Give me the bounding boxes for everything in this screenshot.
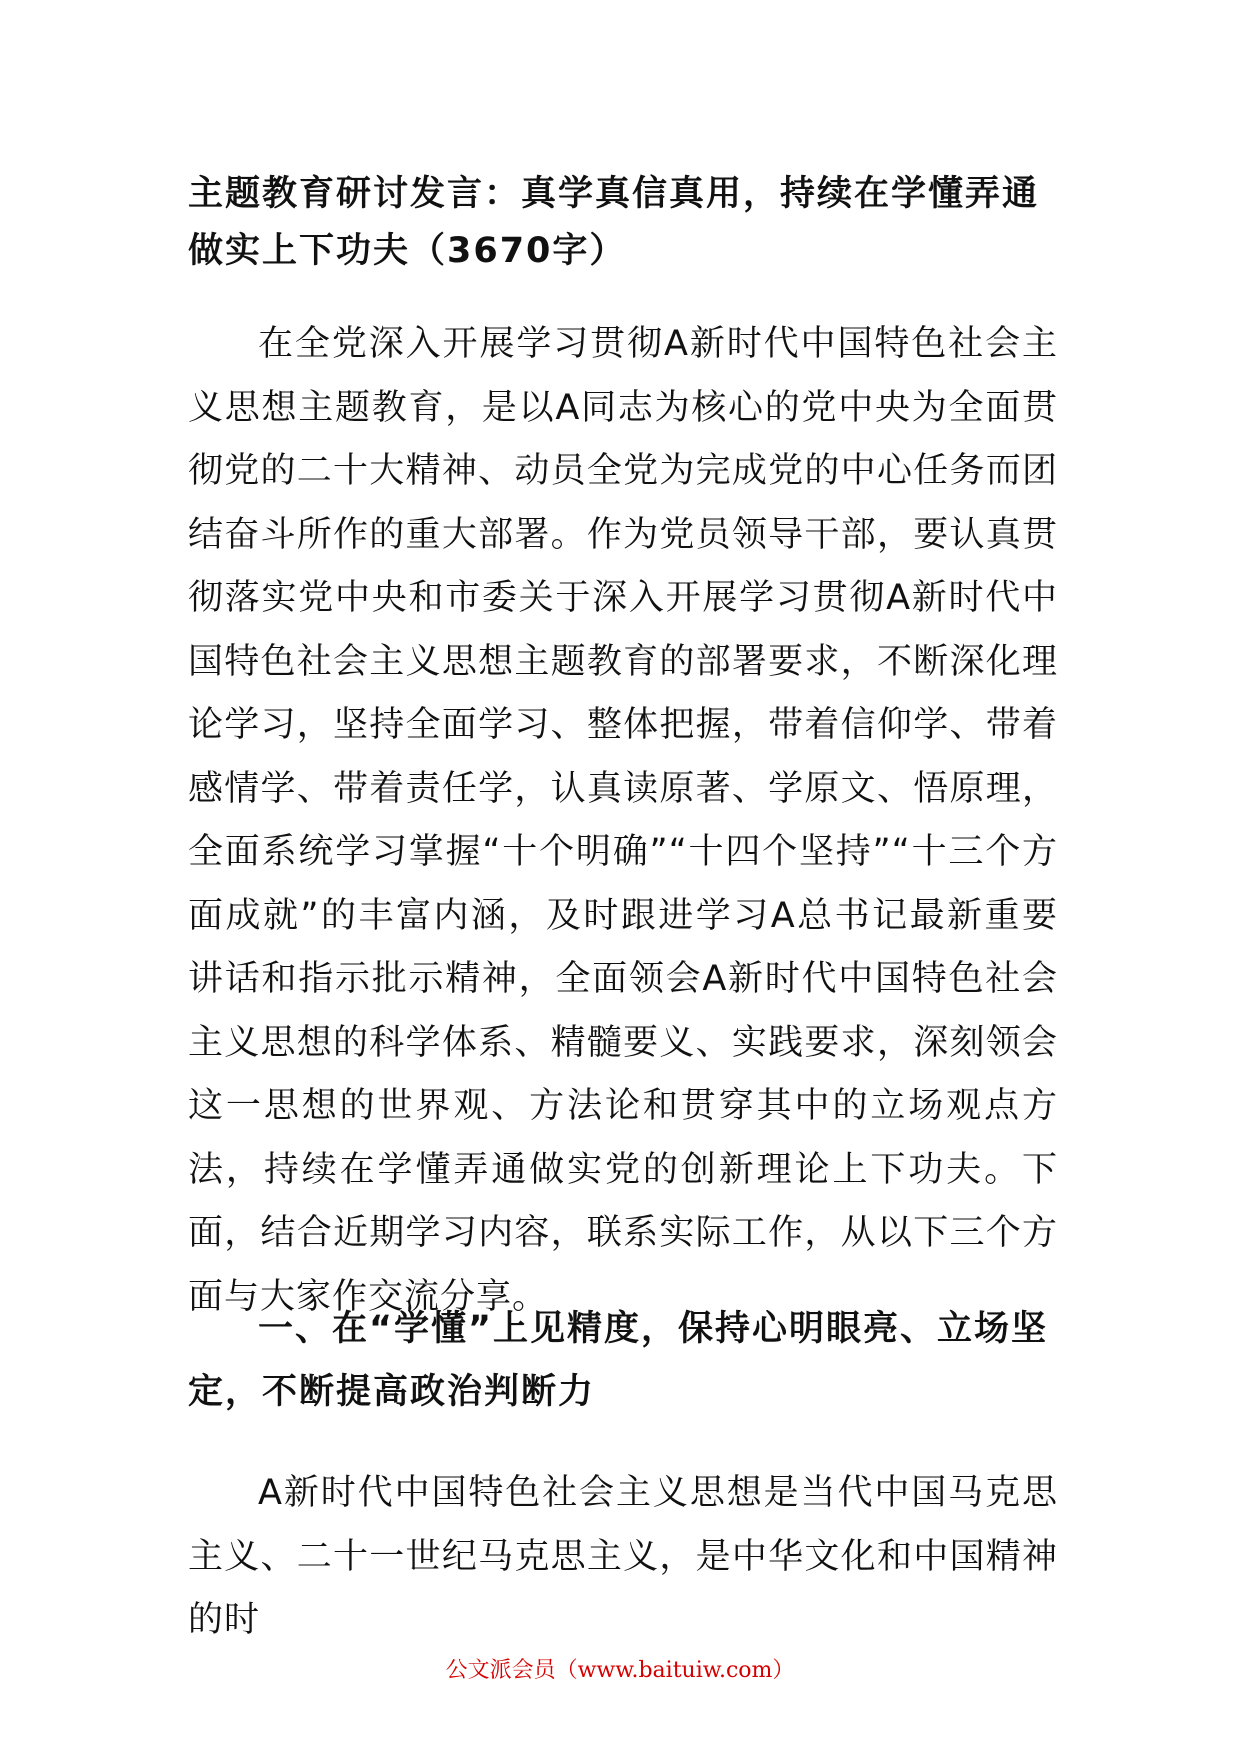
section-paragraph: A新时代中国特色社会主义思想是当代中国马克思主义、二十一世纪马克思主义，是中华文化和中国精神的时 (188, 1473, 1058, 1640)
footer-watermark: 公文派会员（www.baituiw.com） (445, 1658, 795, 1683)
section-heading: 一、在“学懂”上见精度，保持心明眼亮、立场坚定，不断提高政治判断力 (188, 1309, 1049, 1412)
document-title: 主题教育研讨发言：真学真信真用，持续在学懂弄通做实上下功夫（3670字） (188, 174, 1040, 271)
intro-paragraph: 在全党深入开展学习贯彻A新时代中国特色社会主义思想主题教育，是以A同志为核心的党中央为全面贯彻党的二十大精神、动员全党为完成党的中心任务而团结奋斗所作的重大部署。作为党员领导干部，要认真贯彻落实党中央和市委关于深入开展学习贯彻A新时代中国特色社会主义思想主题教育的部署要求，不断深化理论学习，坚持全面学习、整体把握，带着信仰学、带着感情学、带着责任学，认真读原著、学原文、悟原理，全面系统学习掌握“十个明确”“十四个坚持”“十三个方面成就”的丰富内涵，及时跟进学习A总书记最新重要讲话和指示批示精神，全面领会A新时代中国特色社会主义思想的科学体系、精髓要义、实践要求，深刻领会这一思想的世界观、方法论和贯穿其中的立场观点方法，持续在学懂弄通做实党的创新理论上下功夫。下面，结合近期学习内容，联系实际工作，从以下三个方面与大家作交流分享。 (188, 324, 1058, 1317)
